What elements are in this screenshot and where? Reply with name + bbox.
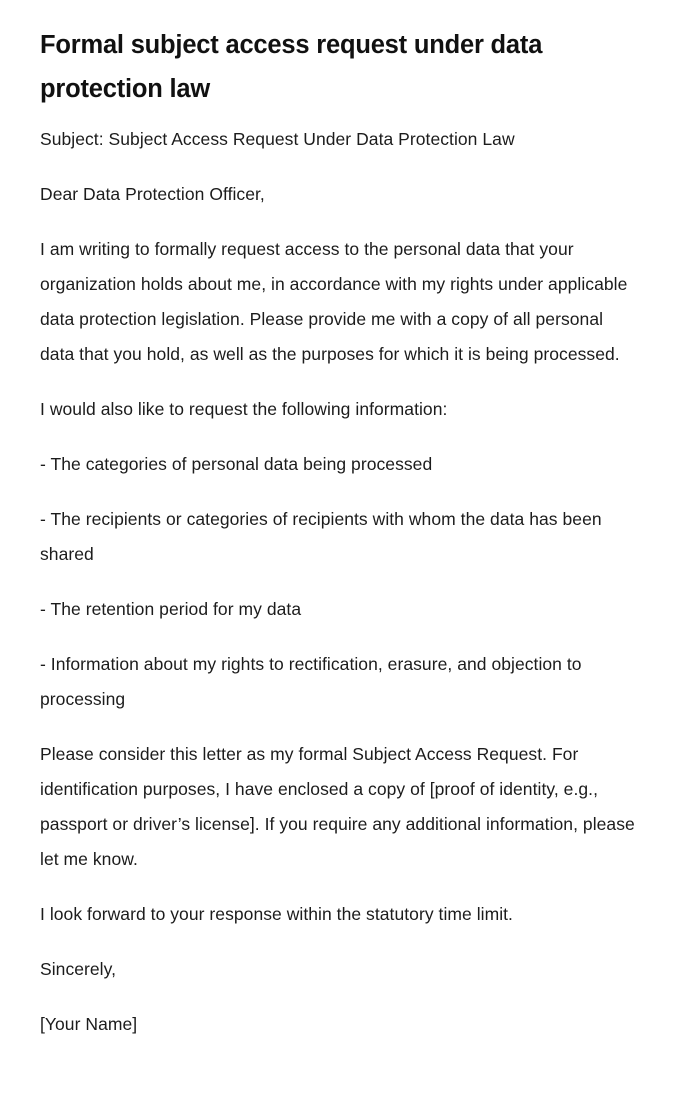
paragraph-subject-line: Subject: Subject Access Request Under Data Protection Law — [40, 129, 515, 149]
list-item: - The categories of personal data being processed — [40, 454, 433, 474]
page-title: Formal subject access request under data protection law — [40, 31, 543, 103]
paragraph-list-intro: I would also like to request the following information: — [40, 399, 448, 419]
paragraph-identification: Please consider this letter as my formal Subject Access Request. For identification purposes, I have enclosed a copy of [proof of identity, e.g., passport or driver’s license]. If you require any additional information, please let me know. — [40, 744, 635, 869]
list-item: - The recipients or categories of recipients with whom the data has been shared — [40, 509, 602, 564]
paragraph-signature-placeholder: [Your Name] — [40, 1014, 138, 1034]
list-item: - Information about my rights to rectification, erasure, and objection to processing — [40, 654, 582, 709]
document-body — [40, 122, 636, 1042]
list-item: - The retention period for my data — [40, 599, 302, 619]
paragraph-request-intro: I am writing to formally request access to the personal data that your organization holds about me, in accordance with my rights under applicable data protection legislation. Please provide me with a copy of all personal data that you hold, as well as the purposes for which it is being processed. — [40, 239, 628, 364]
paragraph-closing-statement: I look forward to your response within the statutory time limit. — [40, 904, 513, 924]
paragraph-salutation: Dear Data Protection Officer, — [40, 184, 265, 204]
paragraph-signoff: Sincerely, — [40, 959, 117, 979]
